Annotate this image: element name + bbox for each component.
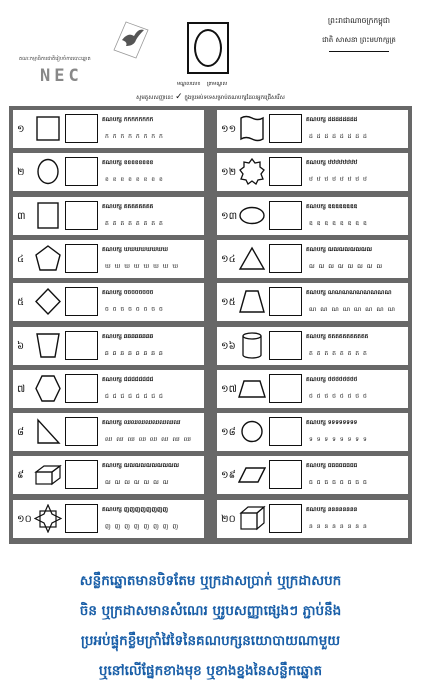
vote-mark-box[interactable] <box>65 460 98 489</box>
party-number: ៦ <box>17 340 25 352</box>
vote-mark-box[interactable] <box>65 331 98 360</box>
vote-mark-box[interactable] <box>269 331 302 360</box>
nec-text: គណៈកម្មាធិការជាតិរៀបចំការបោះឆ្នោត <box>19 56 91 62</box>
motto-divider <box>329 51 389 52</box>
party-name: គណបក្ស ទទទទទទទទ <box>306 420 358 427</box>
stamp-box <box>187 22 229 74</box>
party-subtitle: ឋ ឋ ឋ ឋ ឋ ឋ ឋ ឋ <box>309 176 368 184</box>
party-subtitle: ឃ ឃ ឃ ឃ ឃ ឃ ឃ ឃ <box>105 262 180 270</box>
party-cell <box>13 240 204 278</box>
instruction-right: ក្នុងប្រអប់ទទេសម្រាប់គណបក្សដែលអ្នកជ្រើសរើស <box>184 95 285 101</box>
party-subtitle: ធ ធ ធ ធ ធ ធ ធ ធ <box>309 479 368 487</box>
party-name: គណបក្ស នននននននន <box>306 506 358 513</box>
party-number: ៤ <box>17 253 25 265</box>
party-name: គណបក្ស ថថថថថថថថ <box>306 376 358 383</box>
party-subtitle: ឌ ឌ ឌ ឌ ឌ ឌ ឌ ឌ <box>309 219 368 227</box>
party-logo-trapezoid-wide-icon <box>238 374 266 403</box>
vote-mark-box[interactable] <box>65 114 98 143</box>
warning-caption <box>8 566 413 686</box>
party-number: ៥ <box>17 297 25 309</box>
party-number: ១៣ <box>221 210 238 222</box>
check-icon: ✓ <box>175 92 183 102</box>
party-number: ៧ <box>17 383 26 395</box>
party-name: គណបក្ស ចចចចចចចច <box>102 290 154 297</box>
vote-mark-box[interactable] <box>65 201 98 230</box>
party-name: គណបក្ស តតតតតតតតតតត <box>306 333 369 340</box>
party-subtitle: ឆ ឆ ឆ ឆ ឆ ឆ ឆ ឆ <box>105 349 164 357</box>
party-name: គណបក្ស ជជជជជជជជ <box>102 376 154 383</box>
party-number: ៣ <box>17 210 26 222</box>
party-cell <box>13 153 204 191</box>
party-name: គណបក្ស ញញញញញញញញ <box>102 506 169 513</box>
party-name: គណបក្ស ឌឌឌឌឌឌឌឌ <box>306 203 358 210</box>
party-number: ១៤ <box>221 253 236 265</box>
dove-icon <box>112 20 152 60</box>
party-number: ១១ <box>221 124 237 135</box>
party-subtitle: ទ ទ ទ ទ ទ ទ ទ ទ <box>309 436 368 444</box>
vote-mark-box[interactable] <box>65 504 98 533</box>
party-number: ១៥ <box>221 297 236 309</box>
party-name: គណបក្ស ខខខខខខខខ <box>102 160 154 167</box>
party-logo-circle-icon <box>238 417 266 446</box>
caption-line-1: សន្លឹកឆ្នោតមានបិទតែម ឬក្រដាសប្រាក់ ឬក្រដាសបក <box>79 573 342 589</box>
party-logo-hexagon-icon <box>34 374 62 403</box>
kingdom-title: ព្រះរាជាណាចក្រកម្ពុជា <box>327 16 391 25</box>
party-name: គណបក្ស ឈឈឈឈឈឈឈឈ <box>102 420 181 427</box>
party-logo-ellipse-icon <box>34 157 62 186</box>
party-subtitle: ក ក ក ក ក ក ក ក <box>105 133 164 140</box>
party-name: គណបក្ស ឍឍឍឍឍឍឍឍ <box>306 246 373 253</box>
vote-mark-box[interactable] <box>65 157 98 186</box>
caption-line-2: ចិន ឬក្រដាសមានសំណេរ ឬរូបសញ្ញាផ្សេងៗ ភ្ជាប់នឹង <box>79 603 342 619</box>
party-subtitle: ណ ណ ណ ណ ណ ណ ណ ណ <box>309 306 396 314</box>
party-logo-rectangle-icon <box>34 201 62 230</box>
party-grid <box>9 106 412 544</box>
party-cell <box>217 240 408 278</box>
party-cell <box>217 500 408 538</box>
party-logo-cube-icon <box>238 504 266 533</box>
stamp-label-right: ត្រាមណ្ឌល <box>206 81 228 87</box>
stamp-labels <box>177 81 227 88</box>
party-number: ២០ <box>221 513 236 525</box>
party-number: ២ <box>17 167 25 179</box>
party-name: គណបក្ស ដដដដដដដដ <box>306 117 358 123</box>
party-cell <box>13 370 204 408</box>
vote-mark-box[interactable] <box>65 244 98 273</box>
party-logo-cylinder-icon <box>238 331 266 360</box>
vote-mark-box[interactable] <box>269 287 302 316</box>
party-subtitle: ញ ញ ញ ញ ញ ញ ញ ញ <box>105 522 180 530</box>
party-cell <box>217 456 408 494</box>
party-logo-pentagon-icon <box>34 244 62 273</box>
party-name: គណបក្ស ឆឆឆឆឆឆឆឆ <box>102 333 154 340</box>
party-subtitle: គ គ គ គ គ គ គ គ <box>105 219 164 227</box>
party-number: ១៨ <box>221 427 236 439</box>
party-logo-right-triangle-icon <box>34 417 62 446</box>
party-name: គណបក្ស ធធធធធធធធ <box>306 463 358 470</box>
party-name: គណបក្ស ឃឃឃឃឃឃឃឃ <box>102 246 169 253</box>
ballot-paper <box>9 8 412 544</box>
party-logo-triangle-icon <box>238 244 266 273</box>
national-motto: ជាតិ សាសនា ព្រះមហាក្សត្រ <box>322 36 396 44</box>
party-number: ១២ <box>221 167 237 179</box>
vote-mark-box[interactable] <box>269 374 302 403</box>
party-logo-trapezoid-icon <box>238 287 266 316</box>
party-subtitle: ត ត ត ត ត ត ត ត <box>309 349 368 357</box>
party-subtitle: ខ ខ ខ ខ ខ ខ ខ ខ <box>105 176 164 184</box>
vote-mark-box[interactable] <box>269 244 302 273</box>
party-cell <box>217 110 408 148</box>
nec-logo: NEC <box>40 66 83 86</box>
party-cell <box>13 456 204 494</box>
party-number: ១ <box>17 124 25 135</box>
party-cell <box>217 413 408 451</box>
caption-line-3: ប្រអប់ផ្ទុកខ្លឹមក្រាំវៃទៃនៃគណបក្សនយោបាយណាមួយ <box>80 633 341 649</box>
party-cell <box>13 327 204 365</box>
party-name: គណបក្ស ឍឍឍឍឍឍឍឍឍឍ <box>102 463 180 470</box>
party-name: គណបក្ស គគគគគគគគ <box>102 203 154 210</box>
ballot-header <box>9 8 412 108</box>
party-name: គណបក្ស ឋឋឋឋឋឋឋឋ <box>306 160 358 167</box>
party-cell <box>217 197 408 235</box>
party-logo-star-square-icon <box>34 504 62 533</box>
party-cell <box>217 370 408 408</box>
party-logo-cuboid-icon <box>34 460 62 489</box>
party-name: គណបក្ស ណណណណណណណណណ <box>306 290 392 297</box>
party-cell <box>217 283 408 321</box>
party-cell <box>13 413 204 451</box>
vote-mark-box[interactable] <box>65 287 98 316</box>
party-cell <box>13 197 204 235</box>
party-logo-parallelogram-icon <box>238 460 266 489</box>
party-number: ១០ <box>17 513 32 525</box>
party-logo-flower-icon <box>238 157 266 186</box>
party-logo-trapezoid-down-icon <box>34 331 62 360</box>
vote-mark-box[interactable] <box>269 201 302 230</box>
party-cell <box>13 500 204 538</box>
party-logo-diamond-icon <box>34 287 62 316</box>
party-cell <box>217 153 408 191</box>
party-subtitle: ន ន ន ន ន ន ន ន <box>309 522 368 530</box>
vote-mark-box[interactable] <box>269 504 302 533</box>
party-logo-square-icon <box>34 114 62 143</box>
party-subtitle: ដ ដ ដ ដ ដ ដ ដ ដ <box>309 133 368 140</box>
party-logo-wavy-rect-icon <box>238 114 266 143</box>
vote-mark-box[interactable] <box>269 460 302 489</box>
party-subtitle: ថ ថ ថ ថ ថ ថ ថ ថ <box>309 392 368 400</box>
party-number: ៩ <box>17 470 25 482</box>
instruction-left: សូមគូសសញ្ញានេះ <box>136 95 174 101</box>
party-logo-oval-icon <box>238 201 266 230</box>
party-subtitle: ឍ ឍ ឍ ឍ ឍ ឍ ឍ <box>105 479 170 487</box>
voting-instruction <box>9 92 412 102</box>
party-subtitle: ច ច ច ច ច ច ច ច <box>105 306 164 314</box>
stamp-oval-icon <box>194 29 222 67</box>
vote-mark-box[interactable] <box>269 114 302 143</box>
caption-line-4: ឬនៅលើផ្នែកខាងមុខ ឬខាងខ្នងនៃសន្លឹកឆ្នោត <box>98 663 323 679</box>
vote-mark-box[interactable] <box>65 374 98 403</box>
party-cell <box>13 283 204 321</box>
party-cell <box>217 327 408 365</box>
party-cell <box>13 110 204 148</box>
party-number: ១៦ <box>221 340 236 352</box>
party-subtitle: ឍ ឍ ឍ ឍ ឍ ឍ ឍ ឍ <box>309 262 384 270</box>
party-number: ១៧ <box>221 383 237 395</box>
party-name: គណបក្ស កកកកកកកក <box>102 117 154 123</box>
vote-mark-box[interactable] <box>269 417 302 446</box>
vote-mark-box[interactable] <box>65 417 98 446</box>
party-subtitle: ឈ ឈ ឈ ឈ ឈ ឈ ឈ ឈ <box>105 436 192 444</box>
party-number: ៨ <box>17 427 25 439</box>
vote-mark-box[interactable] <box>269 157 302 186</box>
party-subtitle: ជ ជ ជ ជ ជ ជ ជ ជ <box>105 392 164 400</box>
party-number: ១៩ <box>221 470 236 482</box>
stamp-label-left: មណ្ឌលលេខ <box>177 81 201 87</box>
